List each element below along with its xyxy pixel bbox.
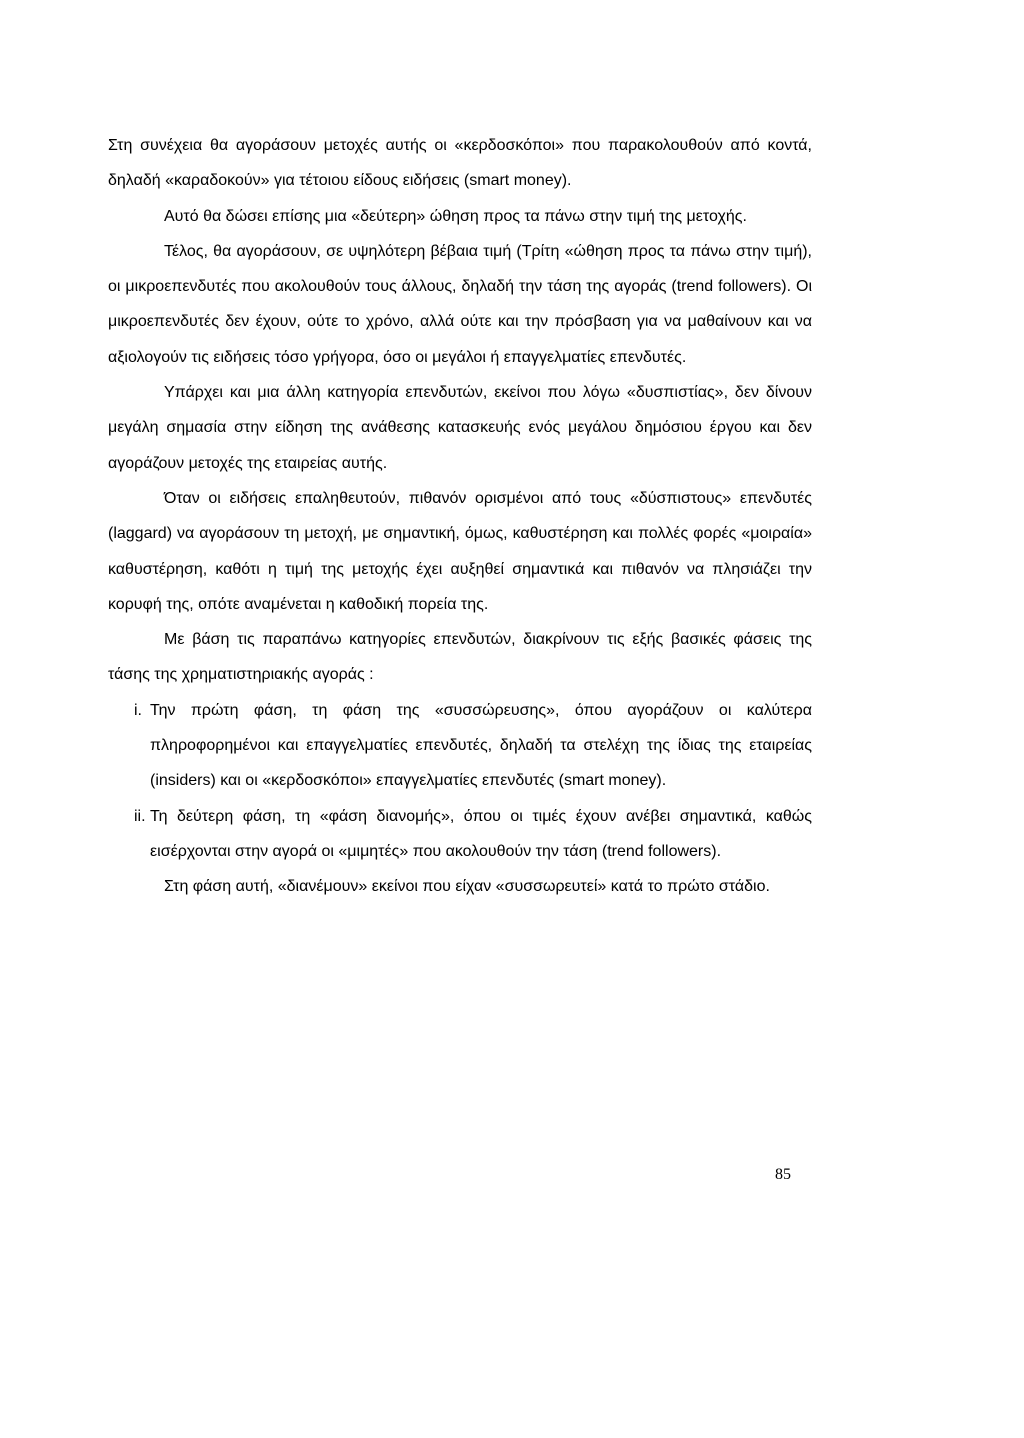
list-item-text: Την πρώτη φάση, τη φάση της «συσσώρευσης», όπου αγοράζουν οι καλύτερα πληροφορημένοι και επαγγελματίες επενδυτές, δηλαδή τα στελέχη της ίδιας της εταιρείας (insiders) και οι «κερδοσκόποι» επαγγελματίες επενδυτές (smart money). [150, 701, 812, 790]
list-item [108, 799, 812, 870]
list-item [108, 693, 812, 799]
market-phases-list [108, 693, 812, 869]
paragraph-laggards: Όταν οι ειδήσεις επαληθευτούν, πιθανόν ορισμένοι από τους «δύσπιστους» επενδυτές (laggard) να αγοράσουν τη μετοχή, με σημαντική, όμως, καθυστέρηση και πολλές φορές «μοιραία» καθυστέρηση, καθότι η τιμή της μετοχής έχει αυξηθεί σημαντικά και πιθανόν να πλησιάζει την κορυφή της, οπότε αναμένεται η καθοδική πορεία της. [108, 489, 812, 613]
paragraph-distrust-category: Υπάρχει και μια άλλη κατηγορία επενδυτών, εκείνοι που λόγω «δυσπιστίας», δεν δίνουν μεγάλη σημασία στην είδηση της ανάθεσης κατασκευής ενός μεγάλου δημόσιου έργου και δεν αγοράζουν μετοχές της εταιρείας αυτής. [108, 384, 812, 472]
list-item-text: Τη δεύτερη φάση, τη «φάση διανομής», όπου οι τιμές έχουν ανέβει σημαντικά, καθώς εισέρχονται στην αγορά οι «μιμητές» που ακολουθούν την τάση (trend followers). [150, 807, 812, 860]
paragraph-smart-money: Στη συνέχεια θα αγοράσουν μετοχές αυτής οι «κερδοσκόποι» που παρακολουθούν από κοντά, δηλαδή «καραδοκούν» για τέτοιου είδους ειδήσεις (smart money). [108, 137, 812, 190]
list-marker: ii. [134, 807, 146, 825]
paragraph-trend-followers: Τέλος, θα αγοράσουν, σε υψηλότερη βέβαια τιμή (Τρίτη «ώθηση προς τα πάνω στην τιμή), οι μικροεπενδυτές που ακολουθούν τους άλλους, δηλαδή την τάση της αγοράς (trend followers). Οι μικροεπενδυτές δεν έχουν, ούτε το χρόνο, αλλά ούτε και την πρόσβαση για να μαθαίνουν και να αξιολογούν τις ειδήσεις τόσο γρήγορα, όσο οι μεγάλοι ή επαγγελματίες επενδυτές. [108, 242, 812, 366]
paragraph-second-push: Αυτό θα δώσει επίσης μια «δεύτερη» ώθηση προς τα πάνω στην τιμή της μετοχής. [164, 207, 747, 225]
page-body [108, 128, 812, 905]
paragraph-market-phases-intro: Με βάση τις παραπάνω κατηγορίες επενδυτών, διακρίνουν τις εξής βασικές φάσεις της τάσης της χρηματιστηριακής αγοράς : [108, 631, 812, 684]
page-number: 85 [775, 1166, 791, 1183]
list-marker: i. [134, 701, 142, 719]
paragraph-distribution: Στη φάση αυτή, «διανέμουν» εκείνοι που είχαν «συσσωρευτεί» κατά το πρώτο στάδιο. [164, 878, 770, 896]
